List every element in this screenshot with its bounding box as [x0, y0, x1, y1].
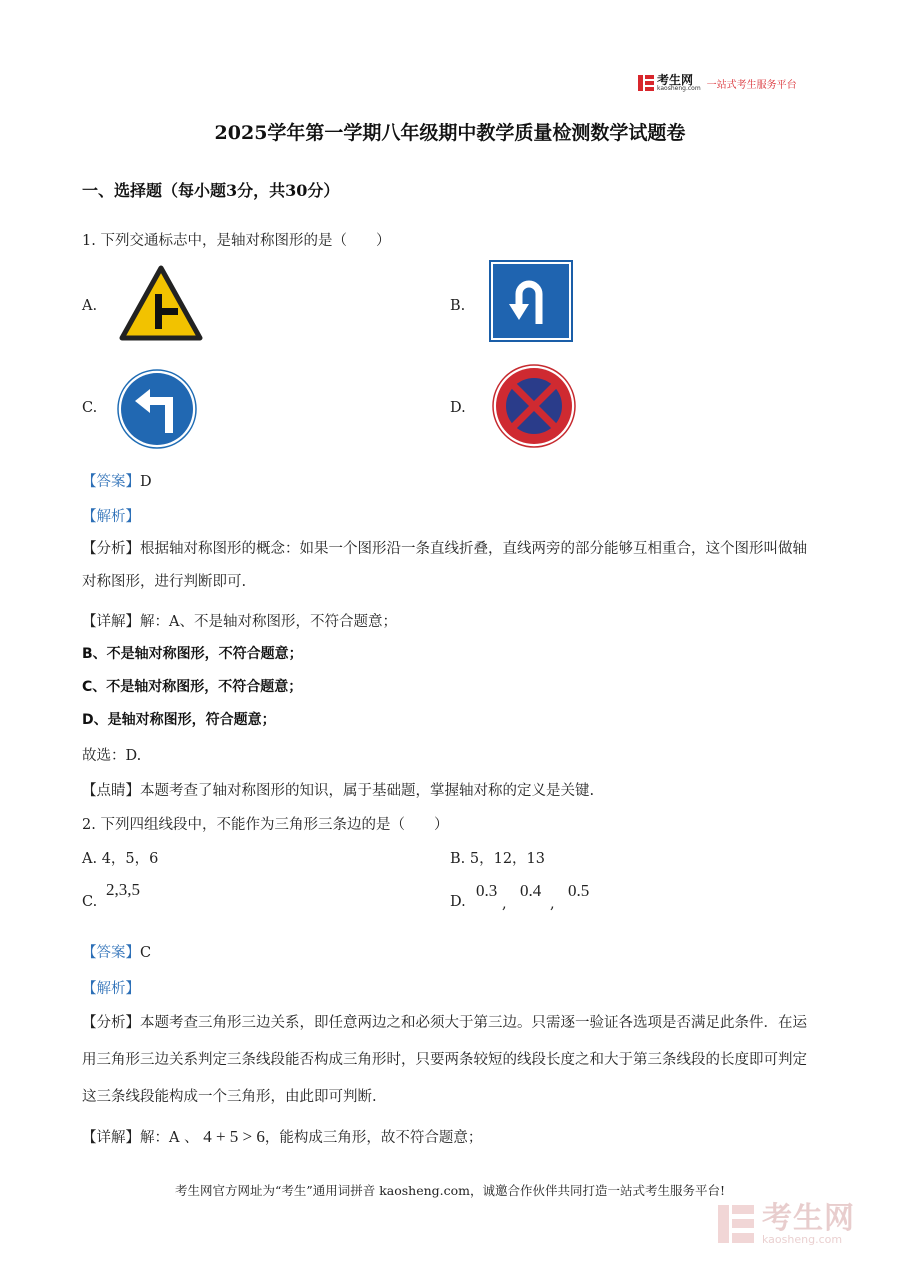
- logo-text: 考生网: [657, 73, 694, 87]
- q2-option-d-value-3: 0.5: [568, 881, 590, 900]
- page-footer: 考生网官方网址为“考生”通用词拼音 kaosheng.com，诚邀合作伙伴共同打造一站式考生服务平台!: [174, 1183, 726, 1198]
- watermark-url: kaosheng.com: [762, 1232, 843, 1246]
- page-title: 2025学年第一学期八年级期中教学质量检测数学试题卷: [214, 122, 686, 144]
- fenxi-tag: 【分析】: [82, 541, 140, 557]
- q1-line-b: B、不是轴对称图形，不符合题意；: [82, 646, 303, 662]
- answer-value: D: [140, 474, 152, 490]
- q2-option-b: B. 5，12，13: [450, 851, 546, 867]
- q2-option-c-label: C.: [82, 894, 98, 910]
- section-heading: 一、选择题（每小题3分，共30分）: [82, 181, 340, 200]
- q1-line-c: C、不是轴对称图形，不符合题意；: [82, 679, 303, 695]
- q1-option-b-label: B.: [450, 298, 466, 314]
- q2-fenxi: [82, 1005, 818, 1116]
- fenxi-text: 本题考查三角形三边关系，即任意两边之和必须大于第三边。只需逐一验证各选项是否满足此条件．在运用三角形三边关系判定三条线段能否构成三角形时，只要两条较短的线段长度之和大于第三条线段的长度即可判定这三条线段能构成一个三角形，由此即可判断.: [82, 1015, 807, 1105]
- turn-left-sign-icon: [117, 369, 197, 449]
- q2-option-c-value: 2,3,5: [106, 880, 140, 899]
- xiangjie-prefix: 解：A 、: [140, 1130, 199, 1146]
- q1-answer: [82, 470, 152, 491]
- logo-slogan: 一站式考生服务平台: [706, 79, 797, 91]
- dianjing-tag: 【点睛】: [82, 783, 140, 799]
- q2-option-d-sep-1: ,: [502, 896, 507, 912]
- xiangjie-tag: 【详解】: [82, 614, 140, 630]
- q2-option-a: A. 4，5，6: [82, 851, 159, 867]
- answer-value: C: [140, 945, 152, 961]
- q1-xiangjie: [82, 610, 397, 631]
- logo-url: kaosheng.com: [657, 85, 701, 92]
- q2-option-d-value-2: 0.4: [520, 881, 542, 900]
- q1-option-d-label: D.: [450, 400, 466, 416]
- q1-dianjing: [82, 779, 594, 800]
- watermark-logo: [716, 1200, 855, 1246]
- q1-choose: 故选：D.: [82, 748, 142, 764]
- q1-stem: 1. 下列交通标志中，是轴对称图形的是（ ）: [82, 233, 391, 249]
- fenxi-text: 根据轴对称图形的概念：如果一个图形沿一条直线折叠，直线两旁的部分能够互相重合，这个图形叫做轴对称图形，进行判断即可.: [82, 541, 807, 590]
- xiangjie-tag: 【详解】: [82, 1130, 140, 1146]
- answer-tag: 【答案】: [82, 945, 140, 961]
- q2-option-d-sep-2: ,: [550, 896, 555, 912]
- answer-tag: 【答案】: [82, 474, 140, 490]
- q1-analysis-tag: 【解析】: [82, 509, 140, 525]
- q2-answer: [82, 941, 151, 962]
- xiangjie-text: 解：A、不是轴对称图形，不符合题意；: [140, 614, 397, 630]
- q1-line-d: D、是轴对称图形，符合题意；: [82, 712, 276, 728]
- fenxi-tag: 【分析】: [82, 1015, 140, 1031]
- q2-xiangjie: [82, 1126, 482, 1147]
- watermark-text: 考生网: [762, 1200, 855, 1236]
- q2-stem: 2. 下列四组线段中，不能作为三角形三条边的是（ ）: [82, 817, 449, 833]
- q2-option-d-value-1: 0.3: [476, 881, 498, 900]
- no-parking-sign-icon: [491, 364, 577, 448]
- kaosheng-logo-icon: [638, 75, 654, 91]
- kaosheng-watermark-icon: [716, 1203, 756, 1245]
- u-turn-sign-icon: [489, 260, 573, 342]
- q1-option-c-label: C.: [82, 400, 98, 416]
- q1-option-a-label: A.: [82, 298, 98, 314]
- q1-fenxi: [82, 533, 818, 599]
- xiangjie-suffix: ，能构成三角形，故不符合题意；: [264, 1130, 483, 1146]
- header-logo: [638, 72, 797, 94]
- dianjing-text: 本题考查了轴对称图形的知识，属于基础题，掌握轴对称的定义是关键.: [140, 783, 595, 799]
- q2-analysis-tag: 【解析】: [82, 981, 140, 997]
- q2-option-d-label: D.: [450, 894, 466, 910]
- xiangjie-math: 4 + 5 > 6: [203, 1127, 265, 1146]
- warning-sign-icon: [119, 264, 203, 342]
